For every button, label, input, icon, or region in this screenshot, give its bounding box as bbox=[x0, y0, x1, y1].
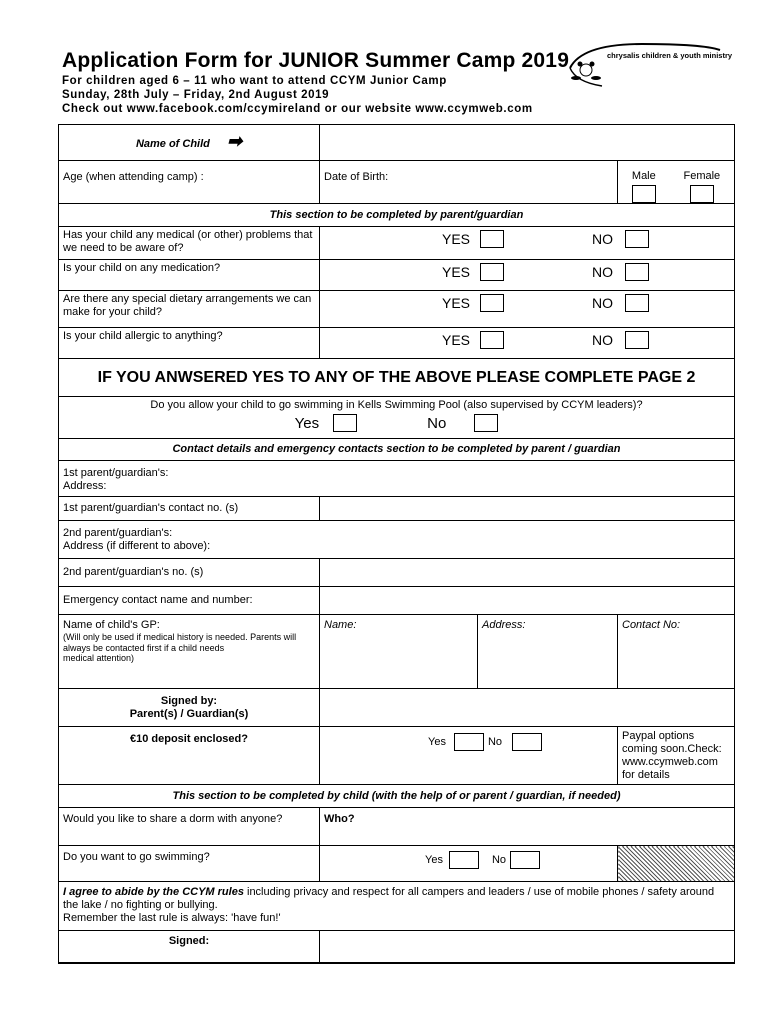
female-label: Female bbox=[683, 170, 721, 182]
dietary-answer: YES NO bbox=[320, 291, 735, 328]
child-signed-label: Signed: bbox=[59, 931, 320, 963]
child-section-heading: This section to be completed by child (with the help of or parent / guardian, if needed) bbox=[59, 785, 735, 808]
gp-name-field[interactable]: Name: bbox=[320, 615, 478, 689]
medication-question: Is your child on any medication? bbox=[59, 260, 320, 291]
male-label: Male bbox=[631, 170, 656, 182]
complete-page-2-notice: IF YOU ANWSERED YES TO ANY OF THE ABOVE PLEASE COMPLETE PAGE 2 bbox=[59, 359, 735, 397]
parent2-contact-field[interactable] bbox=[320, 559, 735, 587]
medication-answer: YES NO bbox=[320, 260, 735, 291]
dob-field[interactable]: Date of Birth: bbox=[320, 161, 618, 204]
parent1-address-field[interactable]: 1st parent/guardian's: Address: bbox=[59, 461, 735, 497]
swimming-permission-question: Do you allow your child to go swimming in Kells Swimming Pool (also supervised by CCYM leaders)? bbox=[150, 399, 643, 411]
have-fun-rule: Remember the last rule is always: 'have fun!' bbox=[63, 912, 281, 924]
deposit-answer: Yes No bbox=[320, 727, 618, 785]
gp-address-field[interactable]: Address: bbox=[478, 615, 618, 689]
emergency-contact-field[interactable] bbox=[320, 587, 735, 615]
dorm-question: Would you like to share a dorm with anyone? bbox=[59, 808, 320, 846]
allergy-question: Is your child allergic to anything? bbox=[59, 328, 320, 359]
deposit-yes-checkbox[interactable] bbox=[454, 733, 484, 751]
rules-agreement bbox=[59, 882, 735, 931]
dietary-question: Are there any special dietary arrangements we can make for your child? bbox=[59, 291, 320, 328]
child-name-label: Name of Child ➡ bbox=[59, 125, 320, 161]
deposit-label: €10 deposit enclosed? bbox=[59, 727, 320, 785]
gp-label-cell bbox=[59, 615, 320, 689]
swim-permission-yes-checkbox[interactable] bbox=[333, 414, 357, 432]
dietary-yes-checkbox[interactable] bbox=[480, 294, 504, 312]
signed-by-label: Signed by: Parent(s) / Guardian(s) bbox=[59, 689, 320, 727]
agree-rules-text: including privacy and respect for all campers and leaders / use of mobile phones / safety around the lake / no fighting or bullying. bbox=[63, 886, 715, 911]
child-swim-question: Do you want to go swimming? bbox=[59, 846, 320, 882]
parent1-contact-field[interactable] bbox=[320, 497, 735, 521]
camp-dates: Sunday, 28th July – Friday, 2nd August 2019 bbox=[62, 89, 330, 101]
child-signature-field[interactable] bbox=[320, 931, 735, 963]
deposit-no-checkbox[interactable] bbox=[512, 733, 542, 751]
swim-permission-no-checkbox[interactable] bbox=[474, 414, 498, 432]
gender-cell bbox=[618, 161, 735, 204]
parent-section-heading: This section to be completed by parent/guardian bbox=[59, 204, 735, 227]
medical-answer: YES NO bbox=[320, 227, 735, 260]
child-name-field[interactable] bbox=[320, 125, 735, 161]
medical-question: Has your child any medical (or other) problems that we need to be aware of? bbox=[59, 227, 320, 260]
logo-text: chrysalis children & youth ministry bbox=[607, 51, 733, 60]
paypal-note: Paypal options coming soon.Check: www.ccymweb.com for details bbox=[618, 727, 735, 785]
contact-section-heading: Contact details and emergency contacts section to be completed by parent / guardian bbox=[59, 439, 735, 461]
parent2-address-field[interactable]: 2nd parent/guardian's: Address (if different to above): bbox=[59, 521, 735, 559]
child-swim-answer: Yes No bbox=[320, 846, 618, 882]
gp-note: (Will only be used if medical history is needed. Parents will always be contacted first if a child needs medical attention) bbox=[63, 632, 297, 663]
allergy-yes-checkbox[interactable] bbox=[480, 331, 504, 349]
ccym-logo bbox=[562, 38, 722, 90]
medication-yes-checkbox[interactable] bbox=[480, 263, 504, 281]
gp-contact-field[interactable]: Contact No: bbox=[618, 615, 735, 689]
swimming-permission: Do you allow your child to go swimming in Kells Swimming Pool (also supervised by CCYM leaders)? Yes No bbox=[59, 397, 735, 439]
female-checkbox[interactable] bbox=[690, 185, 714, 203]
application-form bbox=[58, 124, 735, 964]
hatched-cell bbox=[618, 846, 735, 882]
arrow-right-icon: ➡ bbox=[226, 130, 243, 151]
child-swim-yes-checkbox[interactable] bbox=[449, 851, 479, 869]
allergy-no-checkbox[interactable] bbox=[625, 331, 649, 349]
male-checkbox[interactable] bbox=[632, 185, 656, 203]
agree-rules-bold: I agree to abide by the CCYM rules bbox=[63, 886, 244, 898]
age-field[interactable]: Age (when attending camp) : bbox=[59, 161, 320, 204]
website-info: Check out www.facebook.com/ccymireland or our website www.ccymweb.com bbox=[62, 103, 533, 115]
medication-no-checkbox[interactable] bbox=[625, 263, 649, 281]
age-info: For children aged 6 – 11 who want to attend CCYM Junior Camp bbox=[62, 75, 447, 87]
parent-signature-field[interactable] bbox=[320, 689, 735, 727]
allergy-answer: YES NO bbox=[320, 328, 735, 359]
dorm-who-field[interactable]: Who? bbox=[320, 808, 735, 846]
gp-label: Name of child's GP: bbox=[63, 619, 160, 631]
emergency-contact-label: Emergency contact name and number: bbox=[59, 587, 320, 615]
form-title: Application Form for JUNIOR Summer Camp 2019 bbox=[62, 49, 570, 72]
dietary-no-checkbox[interactable] bbox=[625, 294, 649, 312]
medical-yes-checkbox[interactable] bbox=[480, 230, 504, 248]
parent1-contact-label: 1st parent/guardian's contact no. (s) bbox=[59, 497, 320, 521]
parent2-contact-label: 2nd parent/guardian's no. (s) bbox=[59, 559, 320, 587]
medical-no-checkbox[interactable] bbox=[625, 230, 649, 248]
child-swim-no-checkbox[interactable] bbox=[510, 851, 540, 869]
